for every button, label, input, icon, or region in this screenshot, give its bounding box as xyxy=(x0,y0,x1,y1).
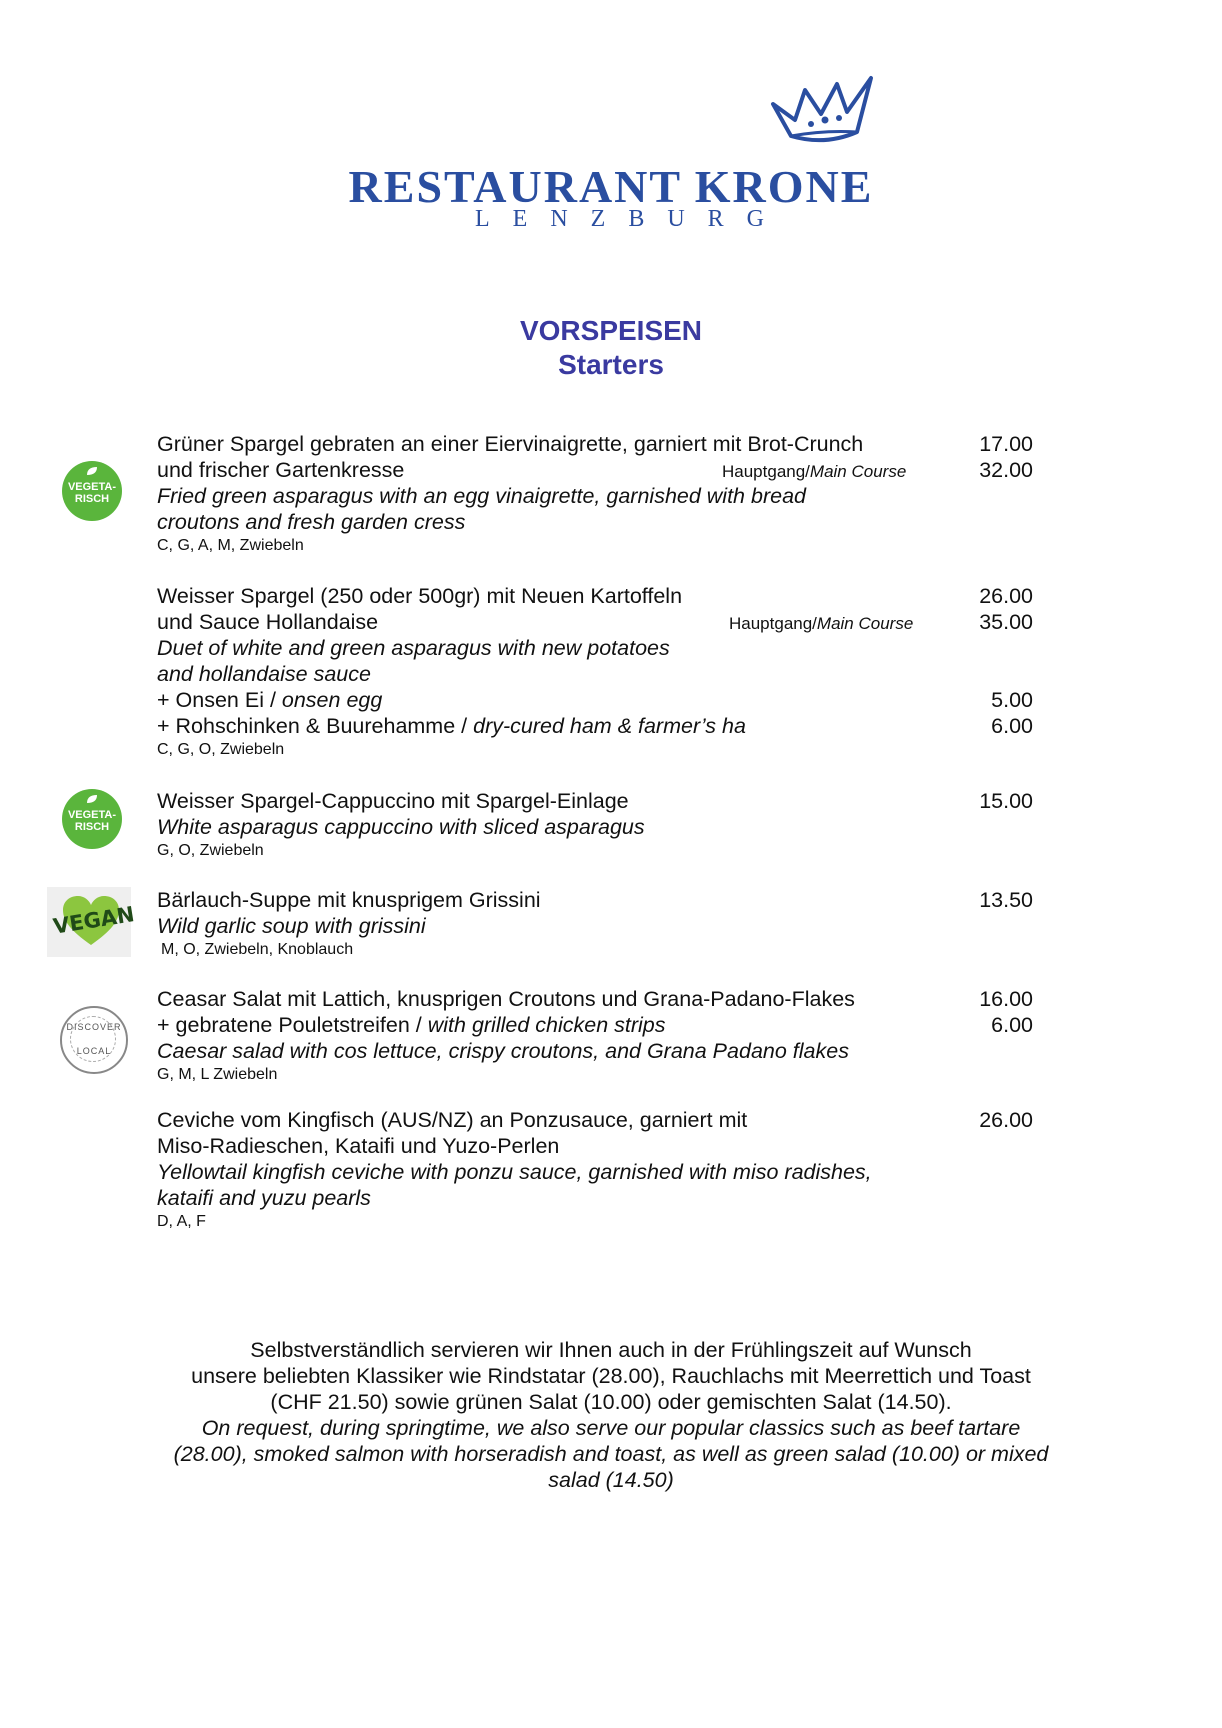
dish-extra-german: + gebratene Pouletstreifen / xyxy=(157,1013,428,1037)
dish-name-german: Bärlauch-Suppe mit knusprigem Grissini xyxy=(157,888,541,912)
allergens: C, G, A, M, Zwiebeln xyxy=(157,537,304,554)
dish-name-german: und Sauce Hollandaise xyxy=(157,610,379,634)
allergens: M, O, Zwiebeln, Knoblauch xyxy=(161,941,354,958)
vegetarian-badge-label: VEGETA-RISCH xyxy=(67,809,117,833)
dish-name-german: Ceviche vom Kingfisch (AUS/NZ) an Ponzusauce, garniert mit xyxy=(157,1108,748,1132)
dish-name-german: und frischer Gartenkresse xyxy=(157,458,405,482)
dish-name-german: Weisser Spargel-Cappuccino mit Spargel-Einlage xyxy=(157,789,629,813)
menu-item xyxy=(157,431,1033,557)
dish-name-english: Yellowtail kingfish ceviche with ponzu sauce, garnished with miso radishes, xyxy=(157,1160,872,1184)
vegetarian-badge-label: VEGETA-RISCH xyxy=(67,481,117,505)
vegan-badge xyxy=(47,887,136,957)
vegetarian-badge xyxy=(62,461,122,521)
dish-name-german: Miso-Radieschen, Kataifi und Yuzo-Perlen xyxy=(157,1134,560,1158)
dish-name-german: Weisser Spargel (250 oder 500gr) mit Neuen Kartoffeln xyxy=(157,584,683,608)
restaurant-city: LENZBURG xyxy=(475,206,787,232)
leaf-icon xyxy=(86,466,98,476)
dish-name-german: Ceasar Salat mit Lattich, knusprigen Croutons und Grana-Padano-Flakes xyxy=(157,987,855,1011)
price: 17.00 xyxy=(979,432,1033,456)
main-course-label: Hauptgang/Main Course xyxy=(722,462,907,481)
footer-note xyxy=(150,1337,1072,1493)
price: 26.00 xyxy=(979,584,1033,608)
menu-item xyxy=(157,583,1033,761)
dish-extra-english: with grilled chicken strips xyxy=(427,1013,666,1037)
vegetarian-badge xyxy=(62,789,122,849)
allergens: D, A, F xyxy=(157,1213,206,1230)
restaurant-name: RESTAURANT KRONE xyxy=(348,161,874,212)
restaurant-logo xyxy=(0,70,1222,240)
dish-name-english: kataifi and yuzu pearls xyxy=(157,1186,371,1210)
local-label: LOCAL xyxy=(76,1046,112,1056)
leaf-icon xyxy=(86,794,98,804)
dish-name-english: Duet of white and green asparagus with new potatoes xyxy=(157,636,670,660)
price-extra: 6.00 xyxy=(991,714,1033,738)
discover-local-badge xyxy=(60,1006,128,1074)
price-extra: 6.00 xyxy=(991,1013,1033,1037)
menu-item xyxy=(157,887,1033,961)
main-course-label: Hauptgang/Main Course xyxy=(729,614,914,633)
discover-label: DISCOVER xyxy=(66,1022,122,1032)
price-extra: 5.00 xyxy=(991,688,1033,712)
dish-name-english: croutons and fresh garden cress xyxy=(157,510,466,534)
section-heading xyxy=(0,314,1222,382)
vegan-badge-label: VEGAN xyxy=(51,902,136,939)
dish-extra: + Onsen Ei / onsen egg 5.00 xyxy=(157,688,1033,712)
crown-icon xyxy=(765,74,877,150)
price-main-course: 32.00 xyxy=(979,458,1033,482)
price: 26.00 xyxy=(979,1108,1033,1132)
note-english: salad (14.50) xyxy=(548,1468,674,1492)
menu-item xyxy=(157,1107,1033,1233)
dish-name-english: Caesar salad with cos lettuce, crispy croutons, and Grana Padano flakes xyxy=(157,1039,849,1063)
note-english: (28.00), smoked salmon with horseradish and toast, as well as green salad (10.00) or mixed xyxy=(173,1442,1049,1466)
note-german: Selbstverständlich servieren wir Ihnen auch in der Frühlingszeit auf Wunsch xyxy=(250,1338,972,1362)
allergens: G, M, L Zwiebeln xyxy=(157,1066,278,1083)
price: 13.50 xyxy=(979,888,1033,912)
price: 15.00 xyxy=(979,789,1033,813)
price-main-course: 35.00 xyxy=(979,610,1033,634)
note-english: On request, during springtime, we also serve our popular classics such as beef tartare xyxy=(201,1416,1021,1440)
allergens: G, O, Zwiebeln xyxy=(157,842,264,859)
dish-name-english: and hollandaise sauce xyxy=(157,662,371,686)
allergens: C, G, O, Zwiebeln xyxy=(157,741,285,758)
dish-extra: + Rohschinken & Buurehamme / dry-cured ham & farmer’s ha 6.00 xyxy=(157,714,1033,738)
price: 16.00 xyxy=(979,987,1033,1011)
note-german: unsere beliebten Klassiker wie Rindstatar (28.00), Rauchlachs mit Meerrettich und Toast xyxy=(191,1364,1031,1388)
dish-name-german: Grüner Spargel gebraten an einer Eiervinaigrette, garniert mit Brot-Crunch xyxy=(157,432,864,456)
heading-english: Starters xyxy=(558,349,664,380)
menu-item xyxy=(157,788,1033,862)
note-german: (CHF 21.50) sowie grünen Salat (10.00) oder gemischten Salat (14.50). xyxy=(270,1390,952,1414)
heading-german: VORSPEISEN xyxy=(519,315,703,346)
dish-name-english: Fried green asparagus with an egg vinaigrette, garnished with bread xyxy=(157,484,806,508)
dish-name-english: White asparagus cappuccino with sliced asparagus xyxy=(157,815,645,839)
menu-item xyxy=(157,986,1033,1086)
dish-name-english: Wild garlic soup with grissini xyxy=(157,914,426,938)
